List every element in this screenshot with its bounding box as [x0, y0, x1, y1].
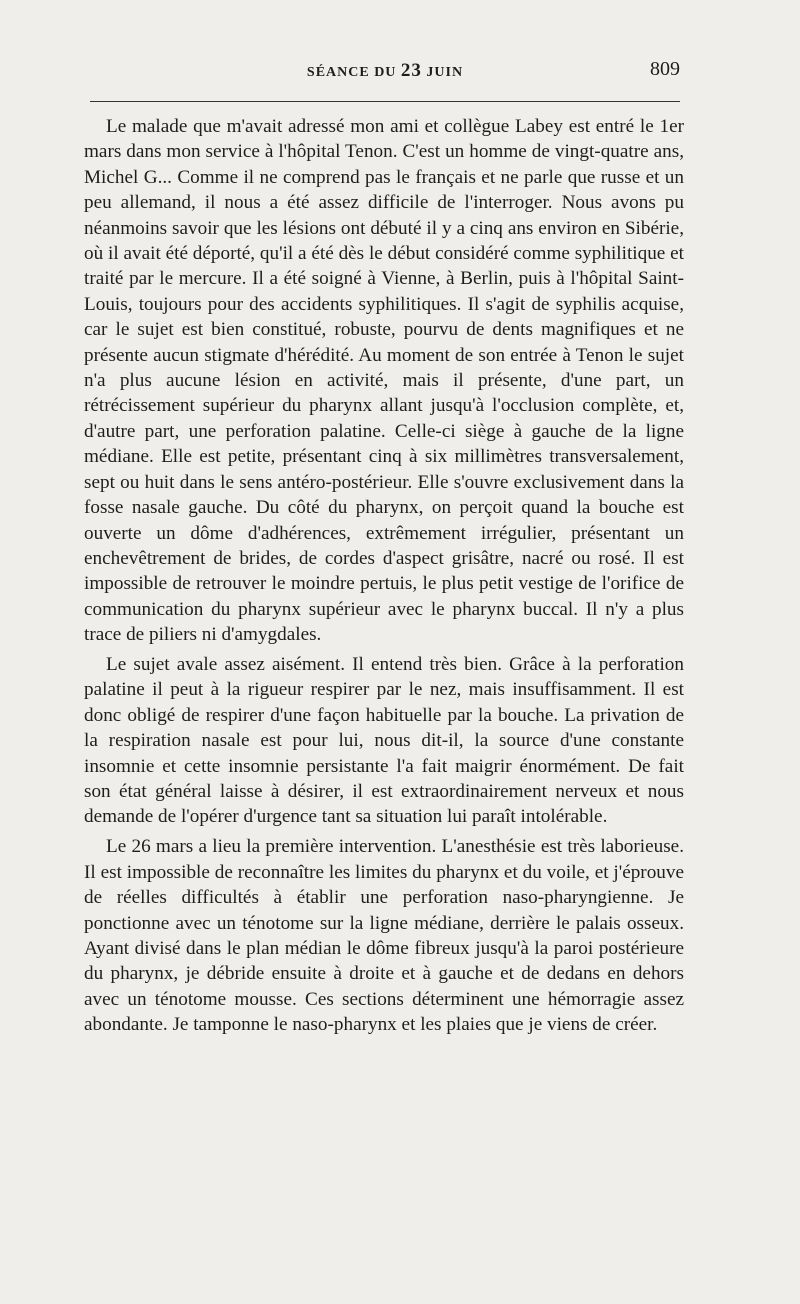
paragraph-2: Le sujet avale assez aisément. Il entend très bien. Grâce à la perforation palatine il peut à la rigueur respirer par le nez, mais insuffisamment. Il est donc obligé de respirer d'une façon habituelle par la bouche. La privation de la respiration nasale est pour lui, nous dit-il, la source d'une constante insomnie et cette insomnie persistante l'a fait maigrir énormément. De fait son état général laisse à désirer, il est extraordinairement nerveux et nous demande de l'opérer d'urgence tant sa situation lui paraît intolérable.	[84, 654, 684, 828]
header-rule	[90, 101, 680, 102]
body-text	[84, 114, 684, 1042]
running-header	[90, 58, 680, 88]
running-title-day: 23	[400, 60, 422, 81]
page-number: 809	[650, 58, 680, 80]
running-title-month: JUIN	[421, 65, 464, 80]
running-title-prefix: SÉANCE DU	[306, 65, 401, 80]
paragraph-1: Le malade que m'avait adressé mon ami et collègue Labey est entré le 1er mars dans mon service à l'hôpital Tenon. C'est un homme de vingt-quatre ans, Michel G... Comme il ne comprend pas le français et ne parle que russe et un peu allemand, il nous a été assez difficile de l'interroger. Nous avons pu néanmoins savoir que les lésions ont débuté il y a cinq ans environ en Sibérie, où il avait été déporté, qu'il a été dès le début considéré comme syphilitique et traité par le mercure. Il a été soigné à Vienne, à Berlin, puis à l'hôpital Saint-Louis, toujours pour des accidents syphilitiques. Il s'agit de syphilis acquise, car le sujet est bien constitué, robuste, pourvu de dents magnifiques et ne présente aucun stigmate d'hérédité. Au moment de son entrée à Tenon le sujet n'a plus aucune lésion en activité, mais il présente, d'une part, un rétrécissement supérieur du pharynx allant jusqu'à l'occlusion complète, et, d'autre part, une perforation palatine. Celle-ci siège à gauche de la ligne médiane. Elle est petite, présentant cinq à six millimètres transversalement, sept ou huit dans le sens antéro-postérieur. Elle s'ouvre exclusivement dans la fosse nasale gauche. Du côté du pharynx, on perçoit quand la bouche est ouverte un dôme d'adhérences, extrêmement irrégulier, présentant un enchevêtrement de brides, de cordes d'aspect grisâtre, nacré ou rosé. Il est impossible de retrouver le moindre pertuis, le plus petit vestige de l'orifice de communication du pharynx supérieur avec le pharynx buccal. Il n'y a plus trace de piliers ni d'amygdales.	[84, 116, 684, 646]
paragraph-3: Le 26 mars a lieu la première intervention. L'anesthésie est très laborieuse. Il est impossible de reconnaître les limites du pharynx et du voile, et j'éprouve de réelles difficultés à établir une perforation naso-pharyngienne. Je ponctionne avec un ténotome sur la ligne médiane, derrière le palais osseux. Ayant divisé dans le plan médian le dôme fibreux jusqu'à la paroi postérieure du pharynx, je débride ensuite à droite et à gauche et de dedans en dehors avec un ténotome mousse. Ces sections déterminent une hémorragie assez abondante. Je tamponne le naso-pharynx et les plaies que je viens de créer.	[84, 836, 684, 1036]
running-title	[90, 60, 680, 82]
